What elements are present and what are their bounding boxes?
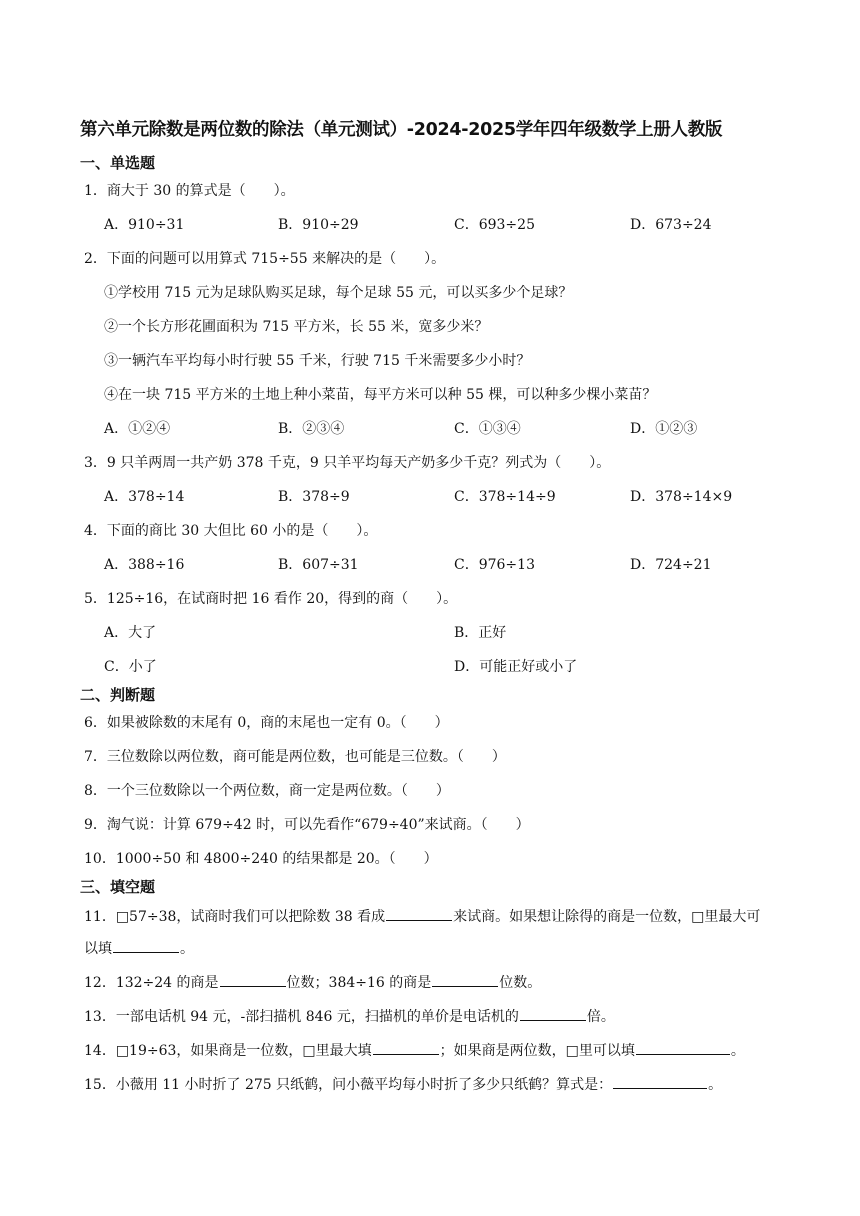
question-3-option-b: B．378÷9 <box>278 489 350 505</box>
question-2-option-a: A．①②④ <box>104 421 171 437</box>
question-4-option-c: C．976÷13 <box>454 557 535 573</box>
question-11-text-1: 11．□57÷38，试商时我们可以把除数 38 看成 <box>84 909 386 925</box>
page-title: 第六单元除数是两位数的除法（单元测试）-2024-2025学年四年级数学上册人教版 <box>80 120 723 140</box>
answer-blank[interactable] <box>636 1040 730 1055</box>
question-5-option-c: C．小了 <box>104 659 157 675</box>
question-3-option-c: C．378÷14÷9 <box>454 489 556 505</box>
answer-blank[interactable] <box>613 1074 707 1089</box>
question-5-option-d: D．可能正好或小了 <box>454 659 578 675</box>
question-1-option-c: C．693÷25 <box>454 217 535 233</box>
question-15 <box>84 1074 722 1094</box>
question-6: 6．如果被除数的末尾有 0，商的末尾也一定有 0。（ ） <box>84 715 449 731</box>
question-13 <box>84 1006 615 1026</box>
question-9: 9．淘气说：计算 679÷42 时，可以先看作“679÷40”来试商。（ ） <box>84 817 530 833</box>
question-8: 8．一个三位数除以一个两位数，商一定是两位数。（ ） <box>84 783 450 799</box>
question-1-option-a: A．910÷31 <box>104 217 185 233</box>
question-14-text-2: ；如果商是两位数，□里可以填 <box>439 1043 635 1059</box>
question-14-text-1: 14．□19÷63，如果商是一位数，□里最大填 <box>84 1043 372 1059</box>
question-2-option-b: B．②③④ <box>278 421 345 437</box>
question-3-option-d: D．378÷14×9 <box>630 489 733 505</box>
answer-blank[interactable] <box>432 972 498 987</box>
question-2-problem-2: ②一个长方形花圃面积为 715 平方米，长 55 米，宽多少米？ <box>104 319 489 335</box>
section-heading-fill-in: 三、填空题 <box>80 878 156 896</box>
question-3-stem: 3．9 只羊两周一共产奶 378 千克，9 只羊平均每天产奶多少千克？列式为（ ）。 <box>84 455 611 471</box>
question-2-stem: 2．下面的问题可以用算式 715÷55 来解决的是（ ）。 <box>84 251 446 267</box>
question-15-text-1: 15．小薇用 11 小时折了 275 只纸鹤，问小薇平均每小时折了多少只纸鹤？算式是： <box>84 1077 613 1093</box>
question-1-option-d: D．673÷24 <box>630 217 712 233</box>
answer-blank[interactable] <box>386 906 452 921</box>
question-4-stem: 4．下面的商比 30 大但比 60 小的是（ ）。 <box>84 523 378 539</box>
question-4-option-a: A．388÷16 <box>104 557 185 573</box>
question-5-stem: 5．125÷16，在试商时把 16 看作 20，得到的商（ ）。 <box>84 591 458 607</box>
question-12 <box>84 972 541 992</box>
question-15-text-2: 。 <box>708 1077 723 1093</box>
question-7: 7．三位数除以两位数，商可能是两位数，也可能是三位数。（ ） <box>84 749 506 765</box>
question-2-problem-1: ①学校用 715 元为足球队购买足球，每个足球 55 元，可以买多少个足球？ <box>104 285 573 301</box>
answer-blank[interactable] <box>113 938 179 953</box>
question-2-problem-4: ④在一块 715 平方米的土地上种小菜苗，每平方米可以种 55 棵，可以种多少棵小菜苗？ <box>104 387 657 403</box>
question-11-line-1 <box>84 906 760 926</box>
question-13-text-2: 倍。 <box>586 1009 615 1025</box>
question-11-text-2: 来试商。如果想让除得的商是一位数，□里最大可 <box>453 909 761 925</box>
question-3-option-a: A．378÷14 <box>104 489 185 505</box>
question-2-option-d: D．①②③ <box>630 421 698 437</box>
question-12-text-2: 位数；384÷16 的商是 <box>286 975 432 991</box>
question-14-text-3: 。 <box>730 1043 745 1059</box>
question-11-line-2 <box>84 938 194 958</box>
question-2-problem-3: ③一辆汽车平均每小时行驶 55 千米，行驶 715 千米需要多少小时？ <box>104 353 531 369</box>
question-11-text-4: 。 <box>180 941 194 957</box>
section-heading-true-false: 二、判断题 <box>80 686 156 704</box>
answer-blank[interactable] <box>220 972 286 987</box>
question-4-option-d: D．724÷21 <box>630 557 712 573</box>
question-5-option-a: A．大了 <box>104 625 157 641</box>
section-heading-single-choice: 一、单选题 <box>80 154 156 172</box>
question-12-text-1: 12．132÷24 的商是 <box>84 975 219 991</box>
question-14 <box>84 1040 745 1060</box>
answer-blank[interactable] <box>520 1006 586 1021</box>
question-1-stem: 1．商大于 30 的算式是（ ）。 <box>84 183 295 199</box>
question-10: 10．1000÷50 和 4800÷240 的结果都是 20。（ ） <box>84 851 438 867</box>
question-2-option-c: C．①③④ <box>454 421 521 437</box>
question-5-option-b: B．正好 <box>454 625 507 641</box>
question-12-text-3: 位数。 <box>499 975 542 991</box>
answer-blank[interactable] <box>373 1040 439 1055</box>
question-4-option-b: B．607÷31 <box>278 557 359 573</box>
question-1-option-b: B．910÷29 <box>278 217 359 233</box>
question-13-text-1: 13．一部电话机 94 元，-部扫描机 846 元，扫描机的单价是电话机的 <box>84 1009 519 1025</box>
question-11-text-3: 以填 <box>84 941 112 957</box>
